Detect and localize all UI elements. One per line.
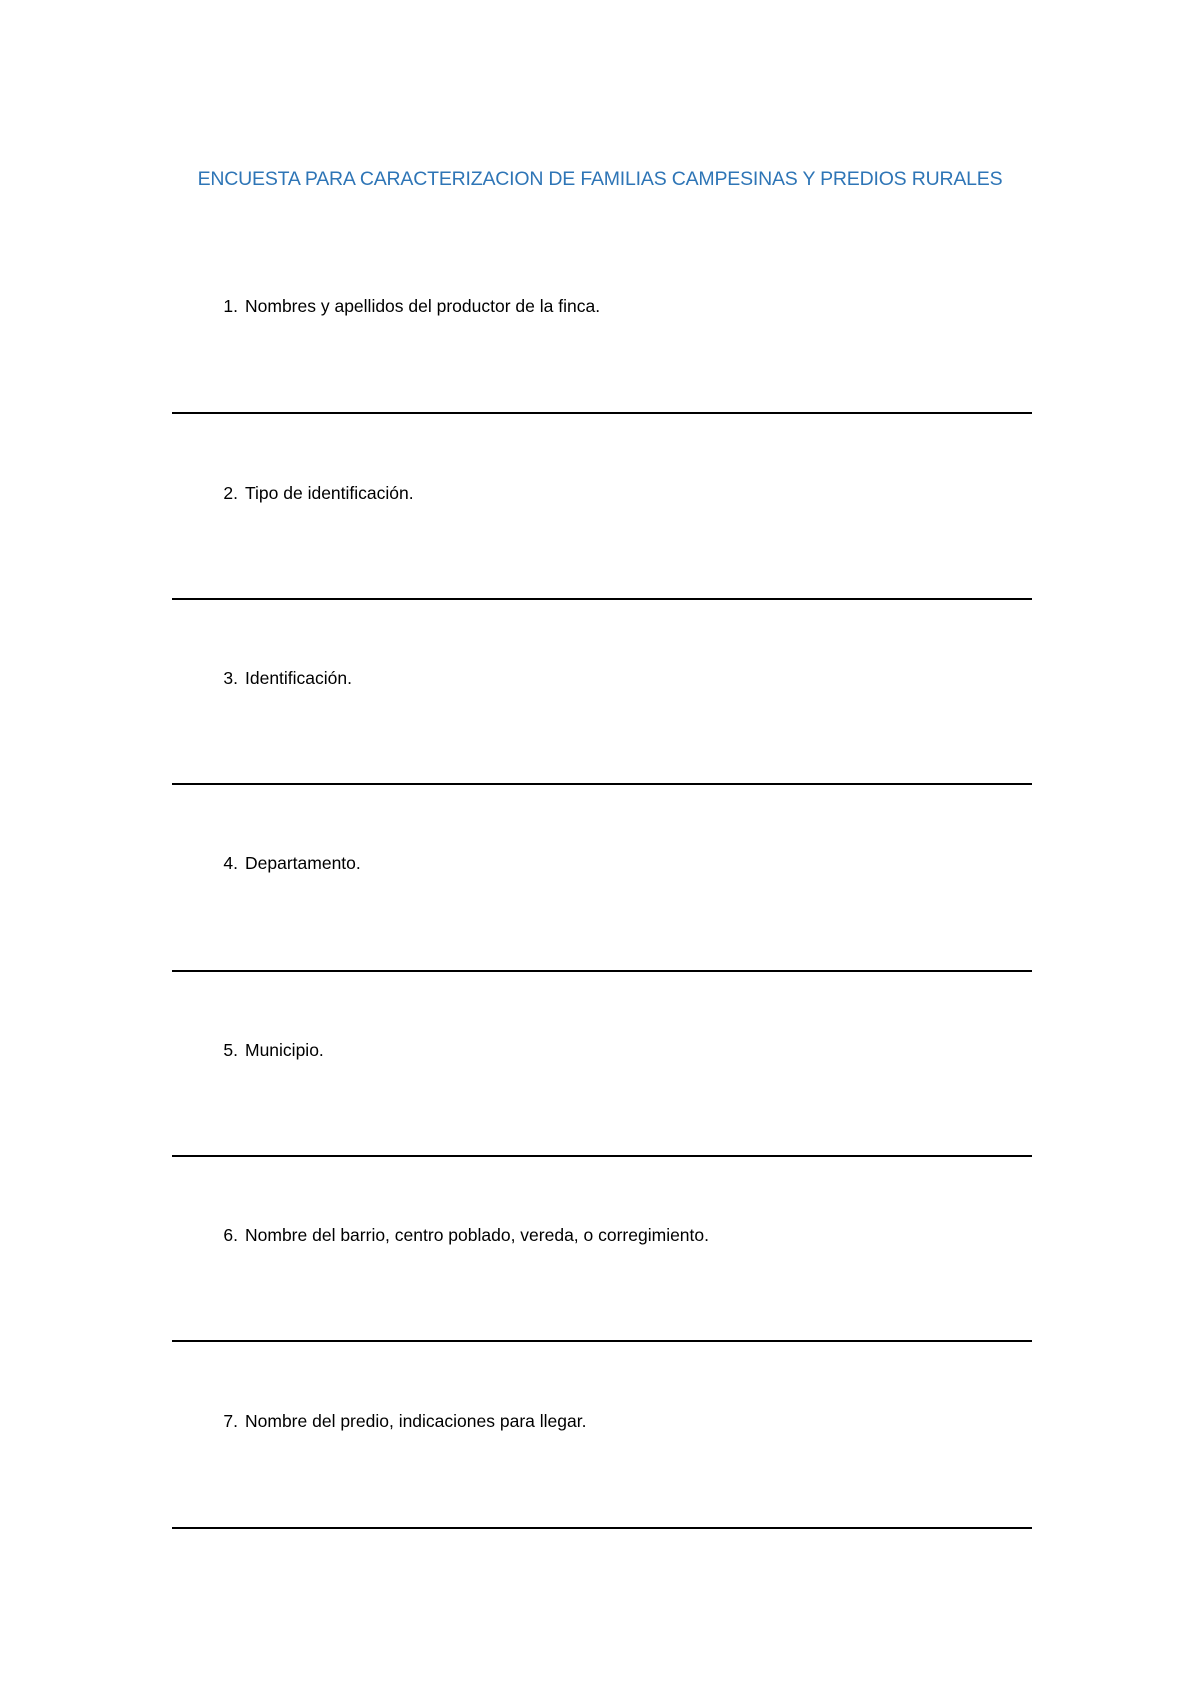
question-number: 1. [223,296,238,316]
page-title: ENCUESTA PARA CARACTERIZACION DE FAMILIAS CAMPESINAS Y PREDIOS RURALES [197,168,1003,190]
question-5 [172,1040,1032,1180]
question-text: Identificación. [245,668,353,688]
answer-line[interactable] [172,412,1032,414]
question-2 [172,483,1032,623]
question-text: Departamento. [245,853,361,873]
question-number: 6. [223,1225,238,1245]
answer-line[interactable] [172,970,1032,972]
question-6 [172,1225,1032,1365]
answer-line[interactable] [172,1527,1032,1529]
question-text: Tipo de identificación. [245,483,414,503]
question-text: Nombre del predio, indicaciones para llegar. [245,1411,587,1431]
question-3 [172,668,1032,808]
question-number: 4. [223,853,238,873]
answer-line[interactable] [172,1340,1032,1342]
question-text: Nombres y apellidos del productor de la finca. [245,296,601,316]
question-1 [172,296,1032,436]
answer-line[interactable] [172,598,1032,600]
question-number: 3. [223,668,238,688]
question-7 [172,1411,1032,1551]
question-text: Municipio. [245,1040,324,1060]
answer-line[interactable] [172,783,1032,785]
answer-line[interactable] [172,1155,1032,1157]
question-4 [172,853,1032,993]
question-text: Nombre del barrio, centro poblado, vereda, o corregimiento. [245,1225,709,1245]
question-number: 5. [223,1040,238,1060]
question-number: 2. [223,483,238,503]
question-number: 7. [223,1411,238,1431]
